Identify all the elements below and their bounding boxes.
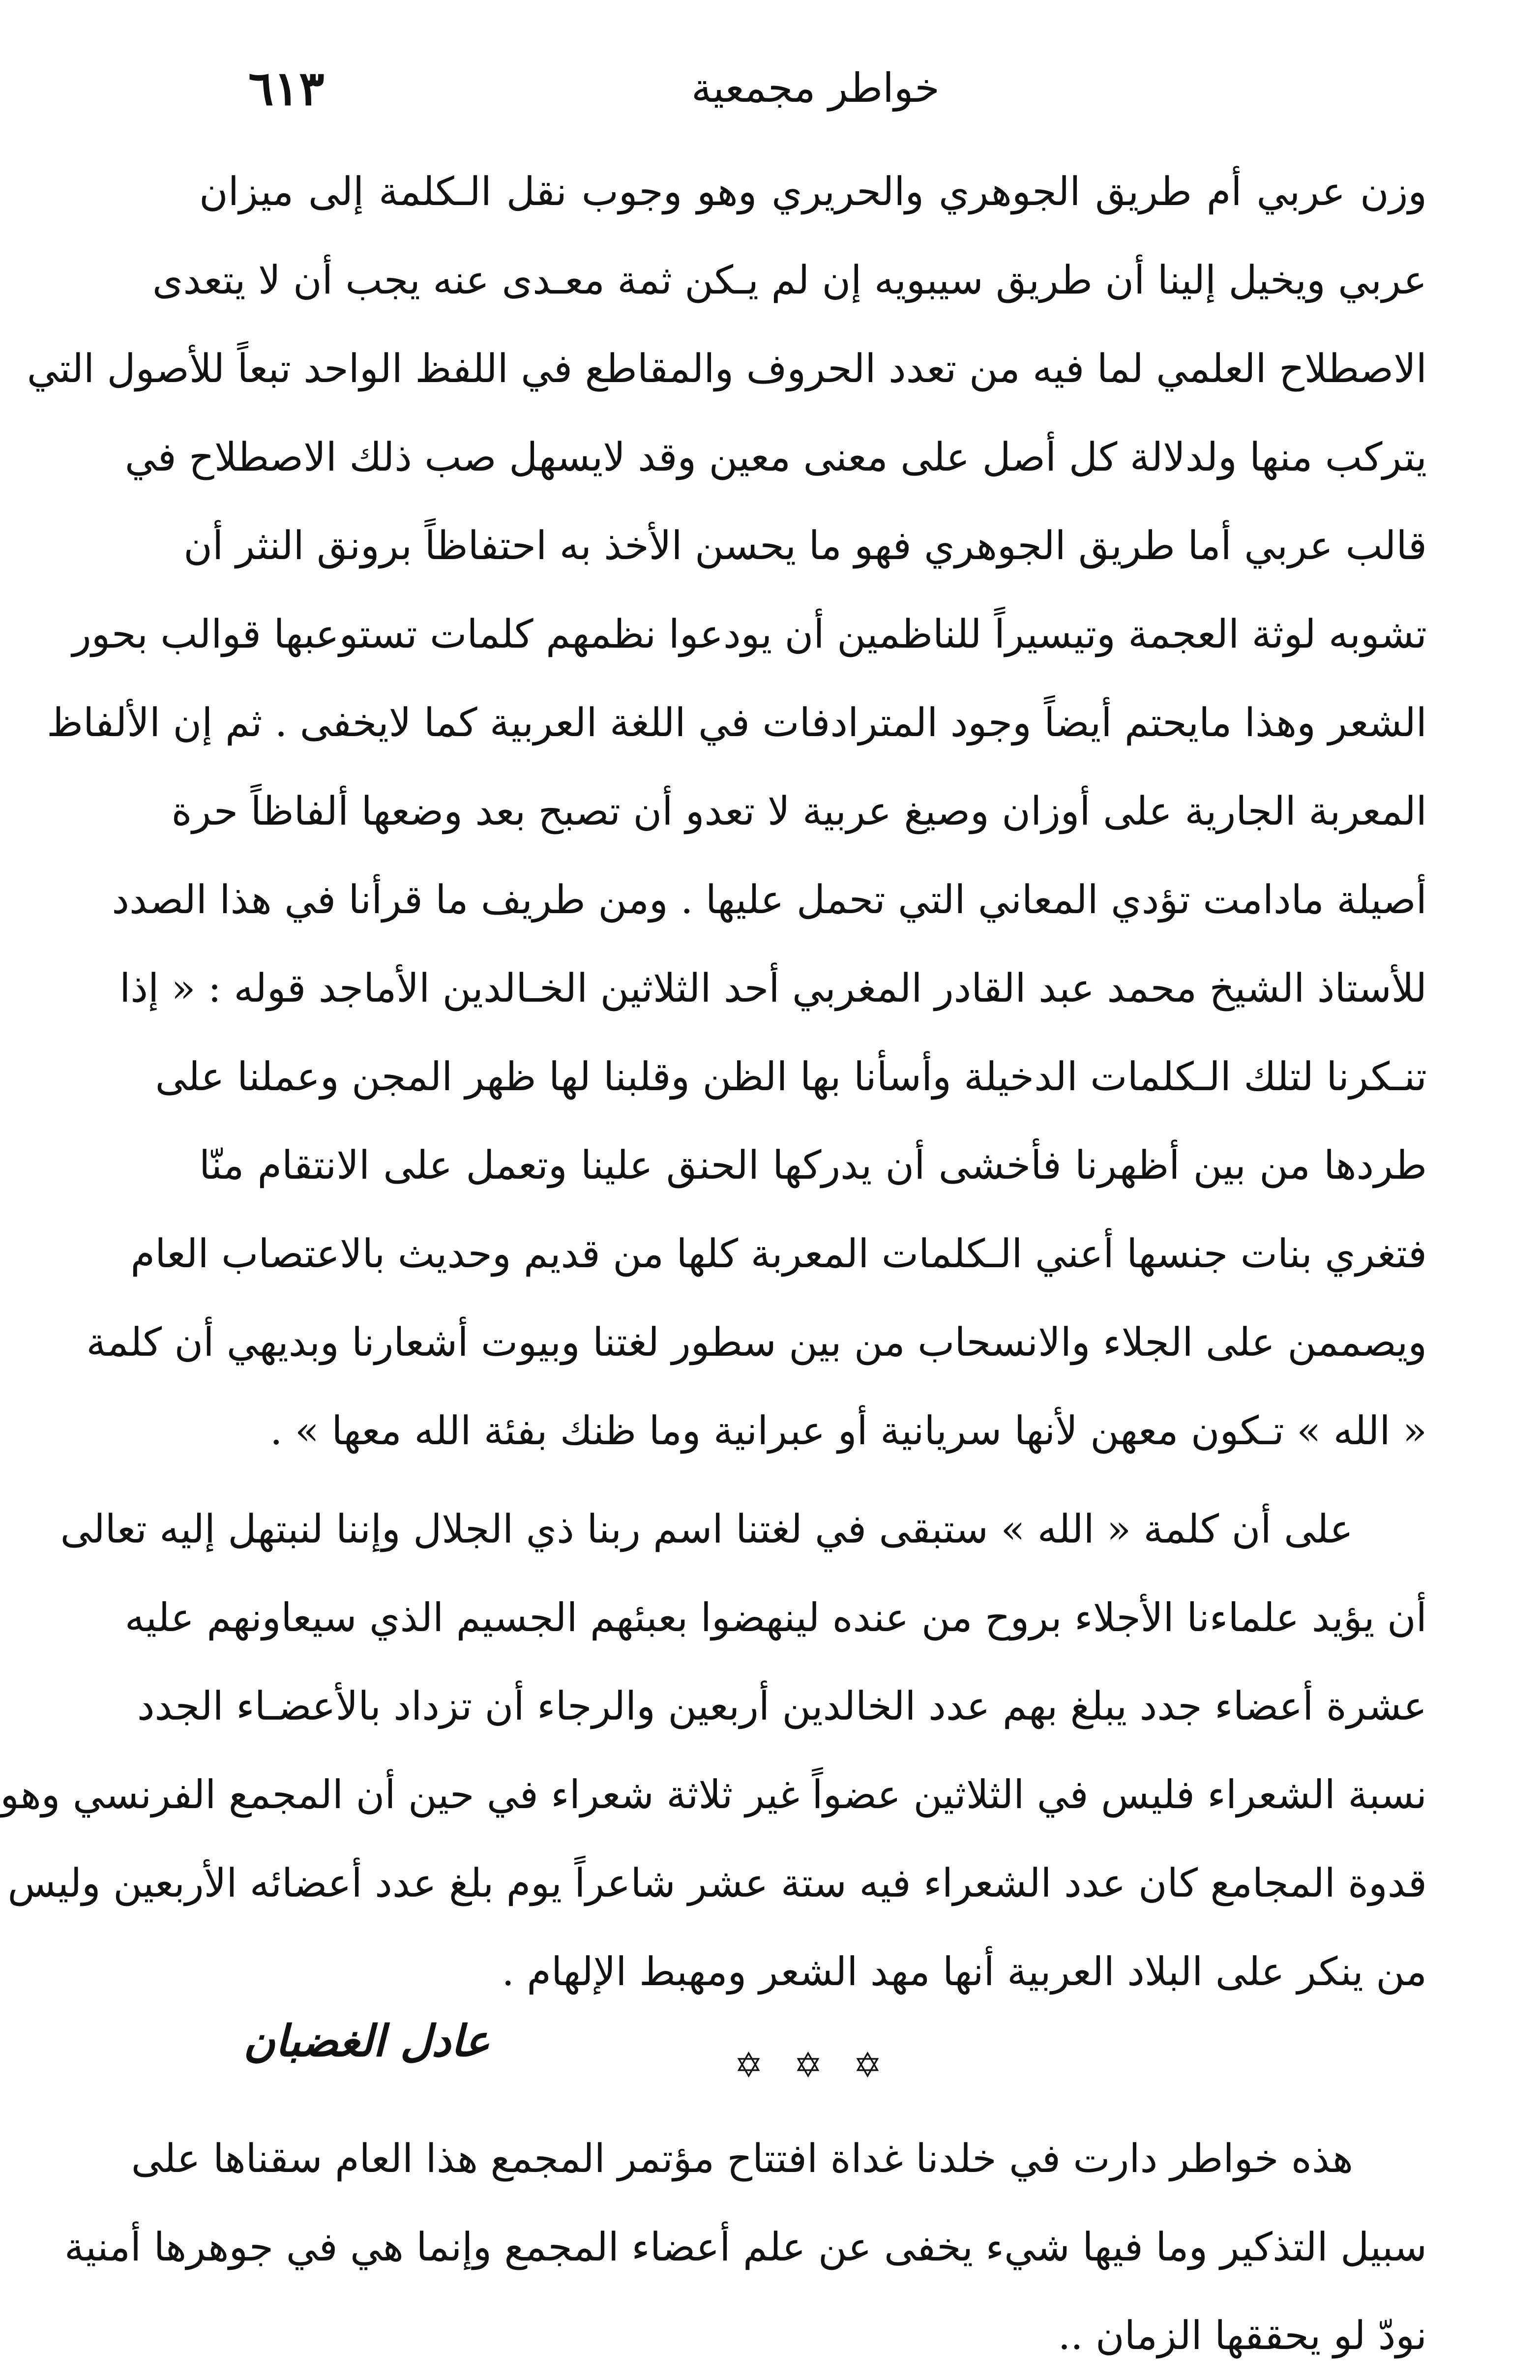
paragraph-2 (0, 1485, 1427, 2016)
text-line: ويصممن على الجلاء والانسحاب من بين سطور لغتنا وبيوت أشعارنا وبديهي أن كلمة (86, 1319, 1427, 1365)
text-line: أصيلة مادامت تؤدي المعاني التي تحمل عليها . ومن طريف ما قرأنا في هذا الصدد (112, 877, 1427, 922)
text-line: تشوبه لوثة العجمة وتيسيراً للناظمين أن يودعوا نظمهم كلمات تستوعبها قوالب بحور (72, 611, 1427, 657)
text-line: تنـكرنا لتلك الـكلمات الدخيلة وأسأنا بها الظن وقلبنا لها ظهر المجن وعملنا على (155, 1054, 1427, 1100)
text-line: المعربة الجارية على أوزان وصيغ عربية لا تعدو أن تصبح بعد وضعها ألفاظاً حرة (171, 788, 1427, 834)
text-line: عشرة أعضاء جدد يبلغ بهم عدد الخالدين أربعين والرجاء أن تزداد بالأعضـاء الجدد (137, 1683, 1427, 1729)
text-line: نسبة الشعراء فليس في الثلاثين عضواً غير ثلاثة شعراء في حين أن المجمع الفرنسي وهو (0, 1772, 1427, 1817)
paragraph-1 (27, 148, 1427, 1475)
text-line: عربي ويخيل إلينا أن طريق سيبويه إن لم يـكن ثمة معـدى عنه يجب أن لا يتعدى (152, 257, 1427, 303)
text-line: قدوة المجامع كان عدد الشعراء فيه ستة عشر شاعراً يوم بلغ عدد أعضائه الأربعين وليس (7, 1860, 1427, 1906)
text-line: فتغري بنات جنسها أعني الـكلمات المعربة كلها من قديم وحديث بالاعتصاب العام (130, 1231, 1427, 1277)
paragraph-gap (199, 1475, 1427, 1485)
text-line: على أن كلمة « الله » ستبقى في لغتنا اسم ربنا ذي الجلال وإننا لنبتهل إليه تعالى (60, 1506, 1353, 1552)
text-line: هذه خواطر دارت في خلدنا غداة افتتاح مؤتمر المجمع هذا العام سقناها على (131, 2136, 1353, 2181)
text-line: يتركب منها ولدلالة كل أصل على معنى معين وقد لايسهل صب ذلك الاصطلاح في (124, 434, 1427, 480)
text-line: نودّ لو يحققها الزمان .. (1058, 2313, 1427, 2358)
text-line: الشعر وهذا مايحتم أيضاً وجود المترادفات في اللغة العربية كما لايخفى . ثم إن الألفاظ (47, 700, 1427, 745)
text-line: « الله » تـكون معهن لأنها سريانية أو عبرانية وما ظنك بفئة الله معها » . (269, 1408, 1427, 1454)
section-separator: ✡ ✡ ✡ (734, 2045, 892, 2085)
text-line: أن يؤيد علماءنا الأجلاء بروح من عنده لينهضوا بعبئهم الجسيم الذي سيعاونهم عليه (124, 1595, 1427, 1640)
author-signature: عادل الغضبان (243, 2015, 490, 2066)
text-line: طردها من بين أظهرنا فأخشى أن يدركها الحنق علينا وتعمل على الانتقام منّا (199, 1142, 1427, 1188)
text-line: سبيل التذكير وما فيها شيء يخفى عن علم أعضاء المجمع وإنما هي في جوهرها أمنية (64, 2224, 1427, 2270)
text-line: وزن عربي أم طريق الجوهري والحريري وهو وجوب نقل الـكلمة إلى ميزان (199, 169, 1427, 214)
running-title: خواطر مجمعية (691, 65, 940, 112)
page-number: ٦١٣ (248, 60, 325, 116)
text-line: من ينكر على البلاد العربية أنها مهد الشعر ومهبط الإلهام . (502, 1949, 1427, 1994)
text-line: قالب عربي أما طريق الجوهري فهو ما يحسن الأخذ به احتفاظاً برونق النثر أن (183, 523, 1427, 568)
text-line: للأستاذ الشيخ محمد عبد القادر المغربي أحد الثلاثين الخـالدين الأماجد قوله : « إذا (119, 965, 1427, 1011)
text-line: الاصطلاح العلمي لما فيه من تعدد الحروف والمقاطع في اللفظ الواحد تبعاً للأصول التي (27, 346, 1427, 391)
page-header (229, 59, 1402, 123)
paragraph-3 (64, 2114, 1427, 2380)
